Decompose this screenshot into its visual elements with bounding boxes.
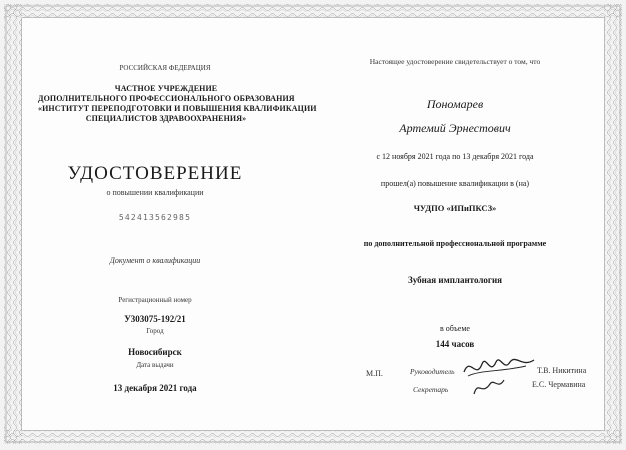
document-type: Документ о квалификации <box>109 256 201 265</box>
secretary-label: Секретарь <box>413 385 449 394</box>
holder-given-names: Артемий Эрнестович <box>399 121 511 135</box>
stamp-label: М.П. <box>366 369 383 378</box>
city-label: Город <box>146 327 164 335</box>
head-signature <box>460 350 538 398</box>
issue-date: 13 декабря 2021 года <box>113 383 197 393</box>
head-name: Т.В. Никитина <box>537 366 587 375</box>
intro-text: Настоящее удостоверение свидетельствует о том, что <box>369 57 541 66</box>
passed-label: прошел(а) повышение квалификации в (на) <box>380 179 530 188</box>
org-name-line-1: ЧАСТНОЕ УЧРЕЖДЕНИЕ <box>114 84 218 93</box>
country-label: РОССИЙСКАЯ ФЕДЕРАЦИЯ <box>119 64 211 72</box>
org-name-line-3: «ИНСТИТУТ ПЕРЕПОДГОТОВКИ И ПОВЫШЕНИЯ КВАЛИФИКАЦИИ <box>38 104 317 113</box>
city-value: Новосибирск <box>128 347 182 357</box>
program-name: Зубная имплантология <box>407 275 503 285</box>
head-label: Руководитель <box>410 367 455 376</box>
serial-number: 542413562985 <box>118 213 192 222</box>
org-name-line-2: ДОПОЛНИТЕЛЬНОГО ПРОФЕССИОНАЛЬНОГО ОБРАЗОВАНИЯ <box>38 94 295 103</box>
secretary-name: Е.С. Чермавина <box>532 380 586 389</box>
registration-label: Регистрационный номер <box>118 296 192 304</box>
registration-number: У303075-192/21 <box>124 314 186 324</box>
institution-name: ЧУДПО «ИПиПКСЗ» <box>413 203 497 213</box>
volume-label: в объеме <box>440 324 470 333</box>
org-name-line-4: СПЕЦИАЛИСТОВ ЗДРАВООХРАНЕНИЯ» <box>85 114 247 123</box>
document-title: УДОСТОВЕРЕНИЕ <box>67 163 243 184</box>
study-period: с 12 ноября 2021 года по 13 декабря 2021 года <box>376 152 534 161</box>
program-label: по дополнительной профессиональной программе <box>363 239 547 248</box>
document-subtitle: о повышении квалификации <box>106 188 204 197</box>
issue-date-label: Дата выдачи <box>136 361 174 369</box>
holder-surname: Пономарев <box>426 97 484 111</box>
hours-value: 144 часов <box>435 339 475 349</box>
